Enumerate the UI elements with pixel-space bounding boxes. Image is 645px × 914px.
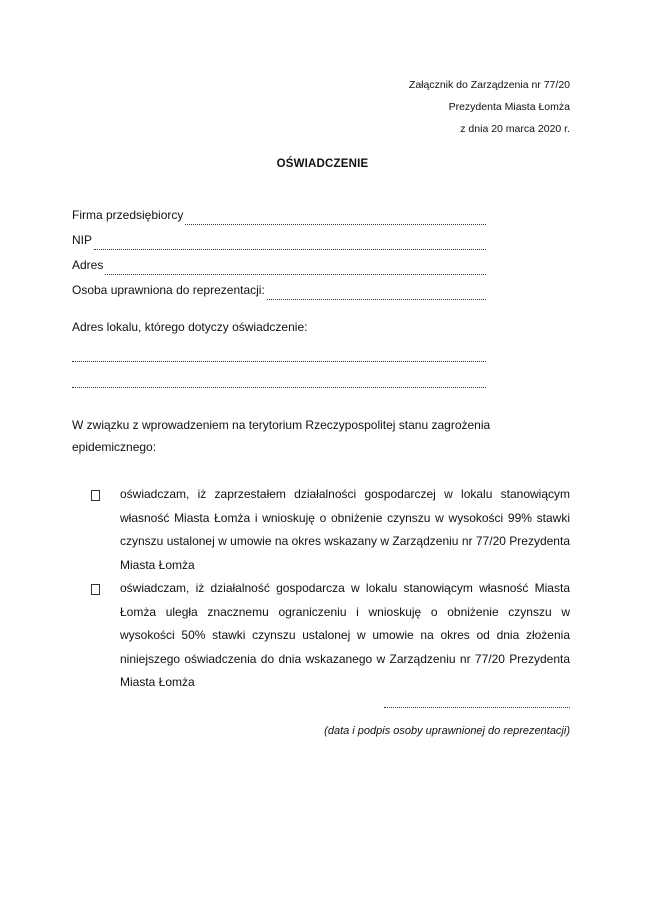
annex-line-1: Załącznik do Zarządzenia nr 77/20 [408,79,570,91]
annex-line-3: z dnia 20 marca 2020 r. [460,123,570,135]
representative-label: Osoba uprawniona do reprezentacji: [72,283,265,297]
intro-paragraph: W związku z wprowadzeniem na terytorium Rzeczypospolitej stanu zagrożenia epidemicznego: [72,418,491,454]
nip-field[interactable] [72,225,486,250]
signature-caption: (data i podpis osoby uprawnionej do reprezentacji) [324,725,570,737]
address-label: Adres [72,258,104,272]
company-label: Firma przedsiębiorcy [72,208,184,222]
address-dotted-line[interactable] [105,261,486,275]
option-item[interactable] [90,483,570,577]
form-fields [72,200,486,300]
representative-dotted-line[interactable] [267,286,486,300]
option-text: oświadczam, iż zaprzestałem działalności gospodarczej w lokalu stanowiącym własność Miasta Łomża i wnioskuję o obniżenie czynszu w wysokości 99% stawki czynszu ustalonej w umowie na okres wskazany w Zarządzeniu nr 77/20 Prezydenta Miasta Łomża [120,487,570,572]
company-field[interactable] [72,200,486,225]
company-dotted-line[interactable] [185,211,486,225]
premises-dotted-line-2[interactable] [72,373,486,388]
nip-dotted-line[interactable] [94,236,486,250]
address-field[interactable] [72,250,486,275]
annex-line-2: Prezydenta Miasta Łomża [448,101,570,113]
signature-dotted-line[interactable] [384,697,570,708]
premises-label: Adres lokalu, którego dotyczy oświadczenie: [72,320,308,334]
option-item[interactable] [90,577,570,695]
premises-dotted-line-1[interactable] [72,347,486,362]
document-title: OŚWIADCZENIE [276,158,369,170]
checkbox-icon[interactable] [90,483,102,507]
checkbox-icon[interactable] [90,577,102,601]
premises-address-block [72,317,486,388]
representative-field[interactable] [72,275,486,300]
option-text: oświadczam, iż działalność gospodarcza w lokalu stanowiącym własność Miasta Łomża uległa znacznemu ograniczeniu i wnioskuję o obniżenie czynszu w wysokości 50% stawki czynszu ustalonej w umowie na okres od dnia złożenia niniejszego oświadczenia do dnia wskazanego w Zarządzeniu nr 77/20 Prezydenta Miasta Łomża [120,581,570,689]
nip-label: NIP [72,233,93,247]
declaration-options [90,483,570,695]
annex-header [409,74,570,140]
